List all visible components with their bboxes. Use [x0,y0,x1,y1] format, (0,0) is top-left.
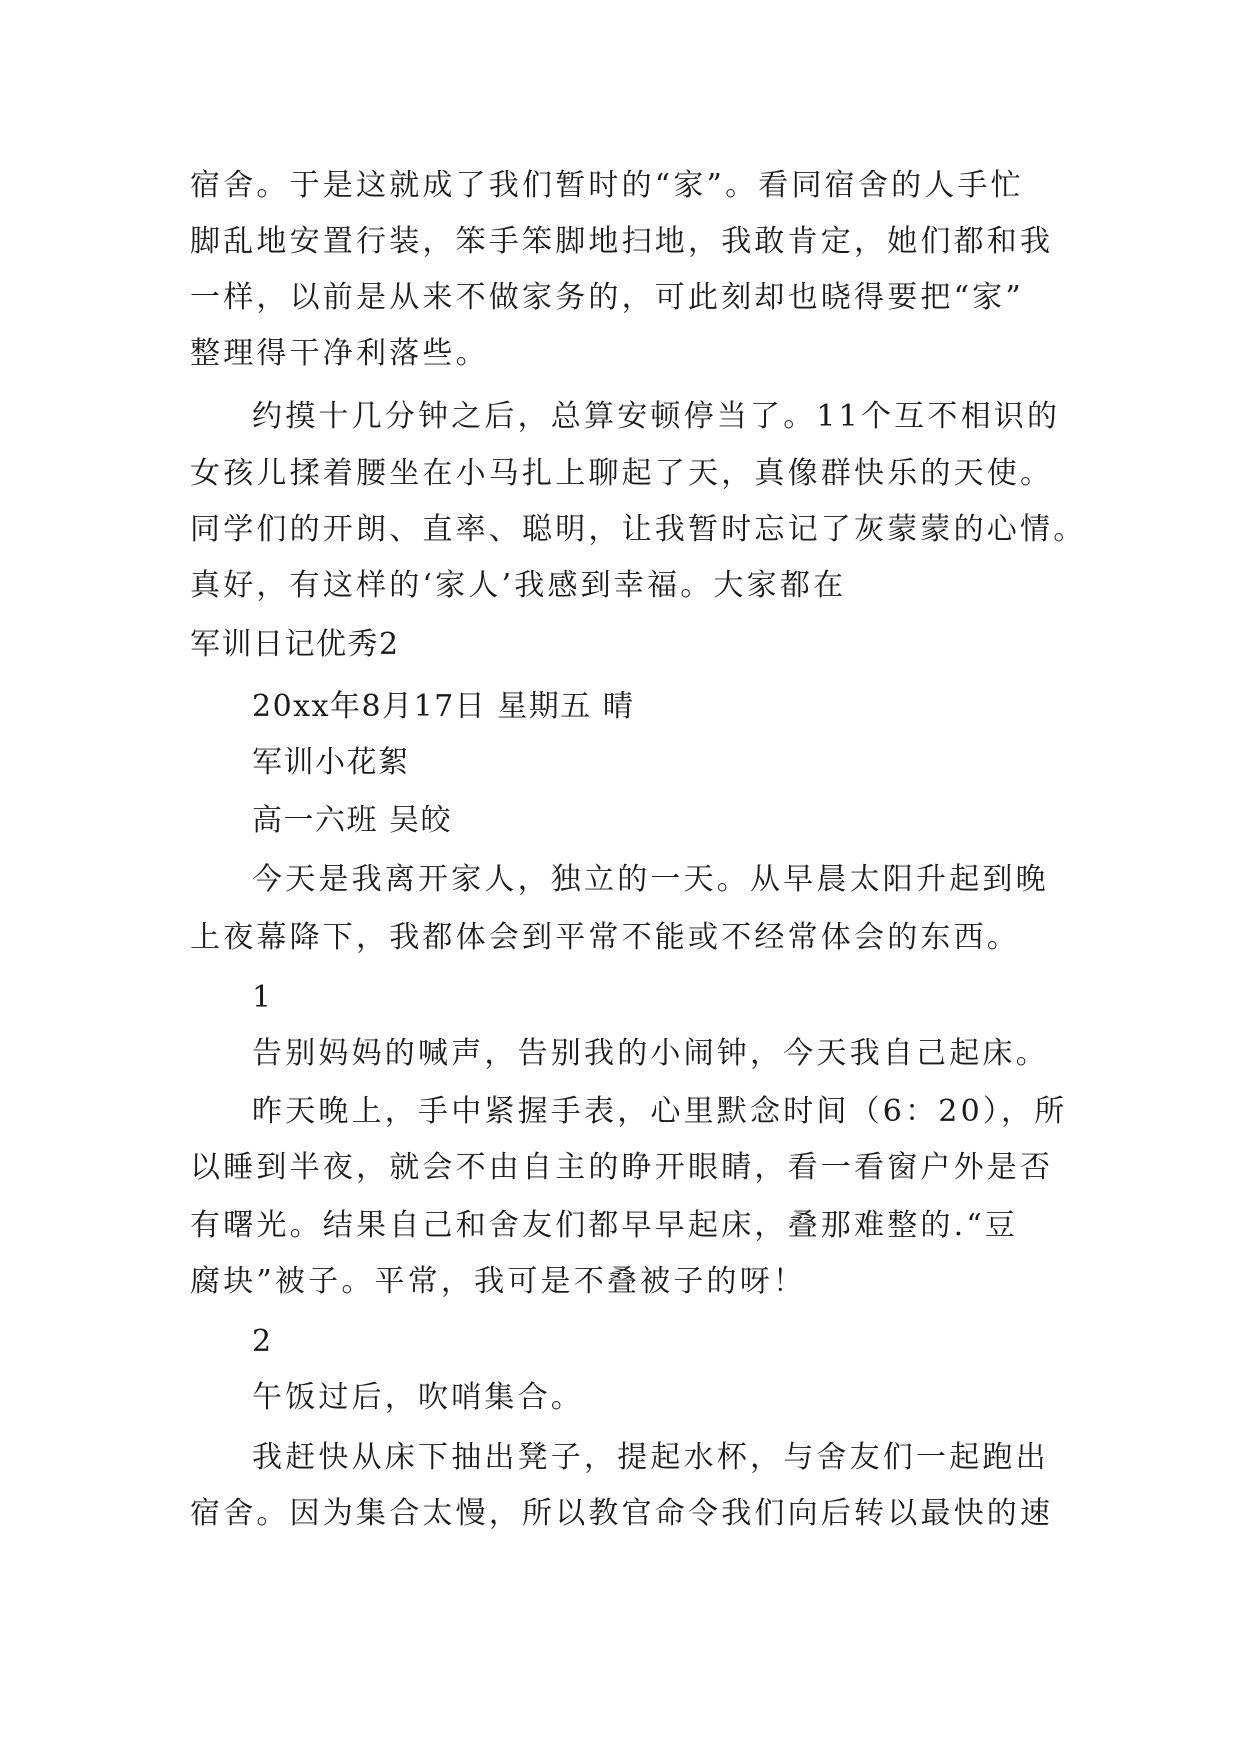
paragraph-first-line: 我赶快从床下抽出凳子，提起水杯，与舍友们一起跑出 [252,1440,1049,1475]
paragraph-first-line: 约摸十几分钟之后，总算安顿停当了。11个互不相识的 [252,399,1061,434]
body-line: 宿舍。于是这就成了我们暂时的“家”。看同宿舍的人手忙 [190,168,1024,203]
body-line: 脚乱地安置行装，笨手笨脚地扫地，我敢肯定，她们都和我 [190,224,1054,259]
paragraph-first-line: 午饭过后，吹哨集合。 [252,1380,584,1415]
paragraph-first-line: 今天是我离开家人，独立的一天。从早晨太阳升起到晚 [252,862,1049,897]
body-line: 真好，有这样的‘家人’我感到幸福。大家都在 [190,568,847,603]
section-heading: 军训日记优秀2 [190,627,400,662]
diary-title: 军训小花絮 [252,745,410,780]
body-line: 女孩儿揉着腰坐在小马扎上聊起了天，真像群快乐的天使。 [190,456,1054,491]
section-number: 1 [252,980,275,1015]
section-number: 2 [252,1324,275,1359]
body-line: 上夜幕降下，我都体会到平常不能或不经常体会的东西。 [190,920,1020,955]
body-line: 整理得干净利落些。 [190,336,489,371]
paragraph-first-line: 告别妈妈的喊声，告别我的小闹钟，今天我自己起床。 [252,1036,1049,1071]
body-line: 宿舍。因为集合太慢，所以教官命令我们向后转以最快的速 [190,1496,1054,1531]
body-line: 有曙光。结果自己和舍友们都早早起床，叠那难整的.“豆 [190,1208,1019,1243]
diary-author: 高一六班 吴皎 [252,803,453,838]
paragraph-first-line: 昨天晚上，手中紧握手表，心里默念时间（6：20），所 [252,1094,1068,1129]
diary-date: 20xx年8月17日 星期五 晴 [252,689,635,724]
body-line: 一样，以前是从来不做家务的，可此刻却也晓得要把“家” [190,280,1024,315]
body-line: 腐块”被子。平常，我可是不叠被子的呀！ [190,1264,807,1299]
body-line: 同学们的开朗、直率、聪明，让我暂时忘记了灰蒙蒙的心情。 [190,512,1087,547]
body-line: 以睡到半夜，就会不由自主的睁开眼睛，看一看窗户外是否 [190,1150,1054,1185]
